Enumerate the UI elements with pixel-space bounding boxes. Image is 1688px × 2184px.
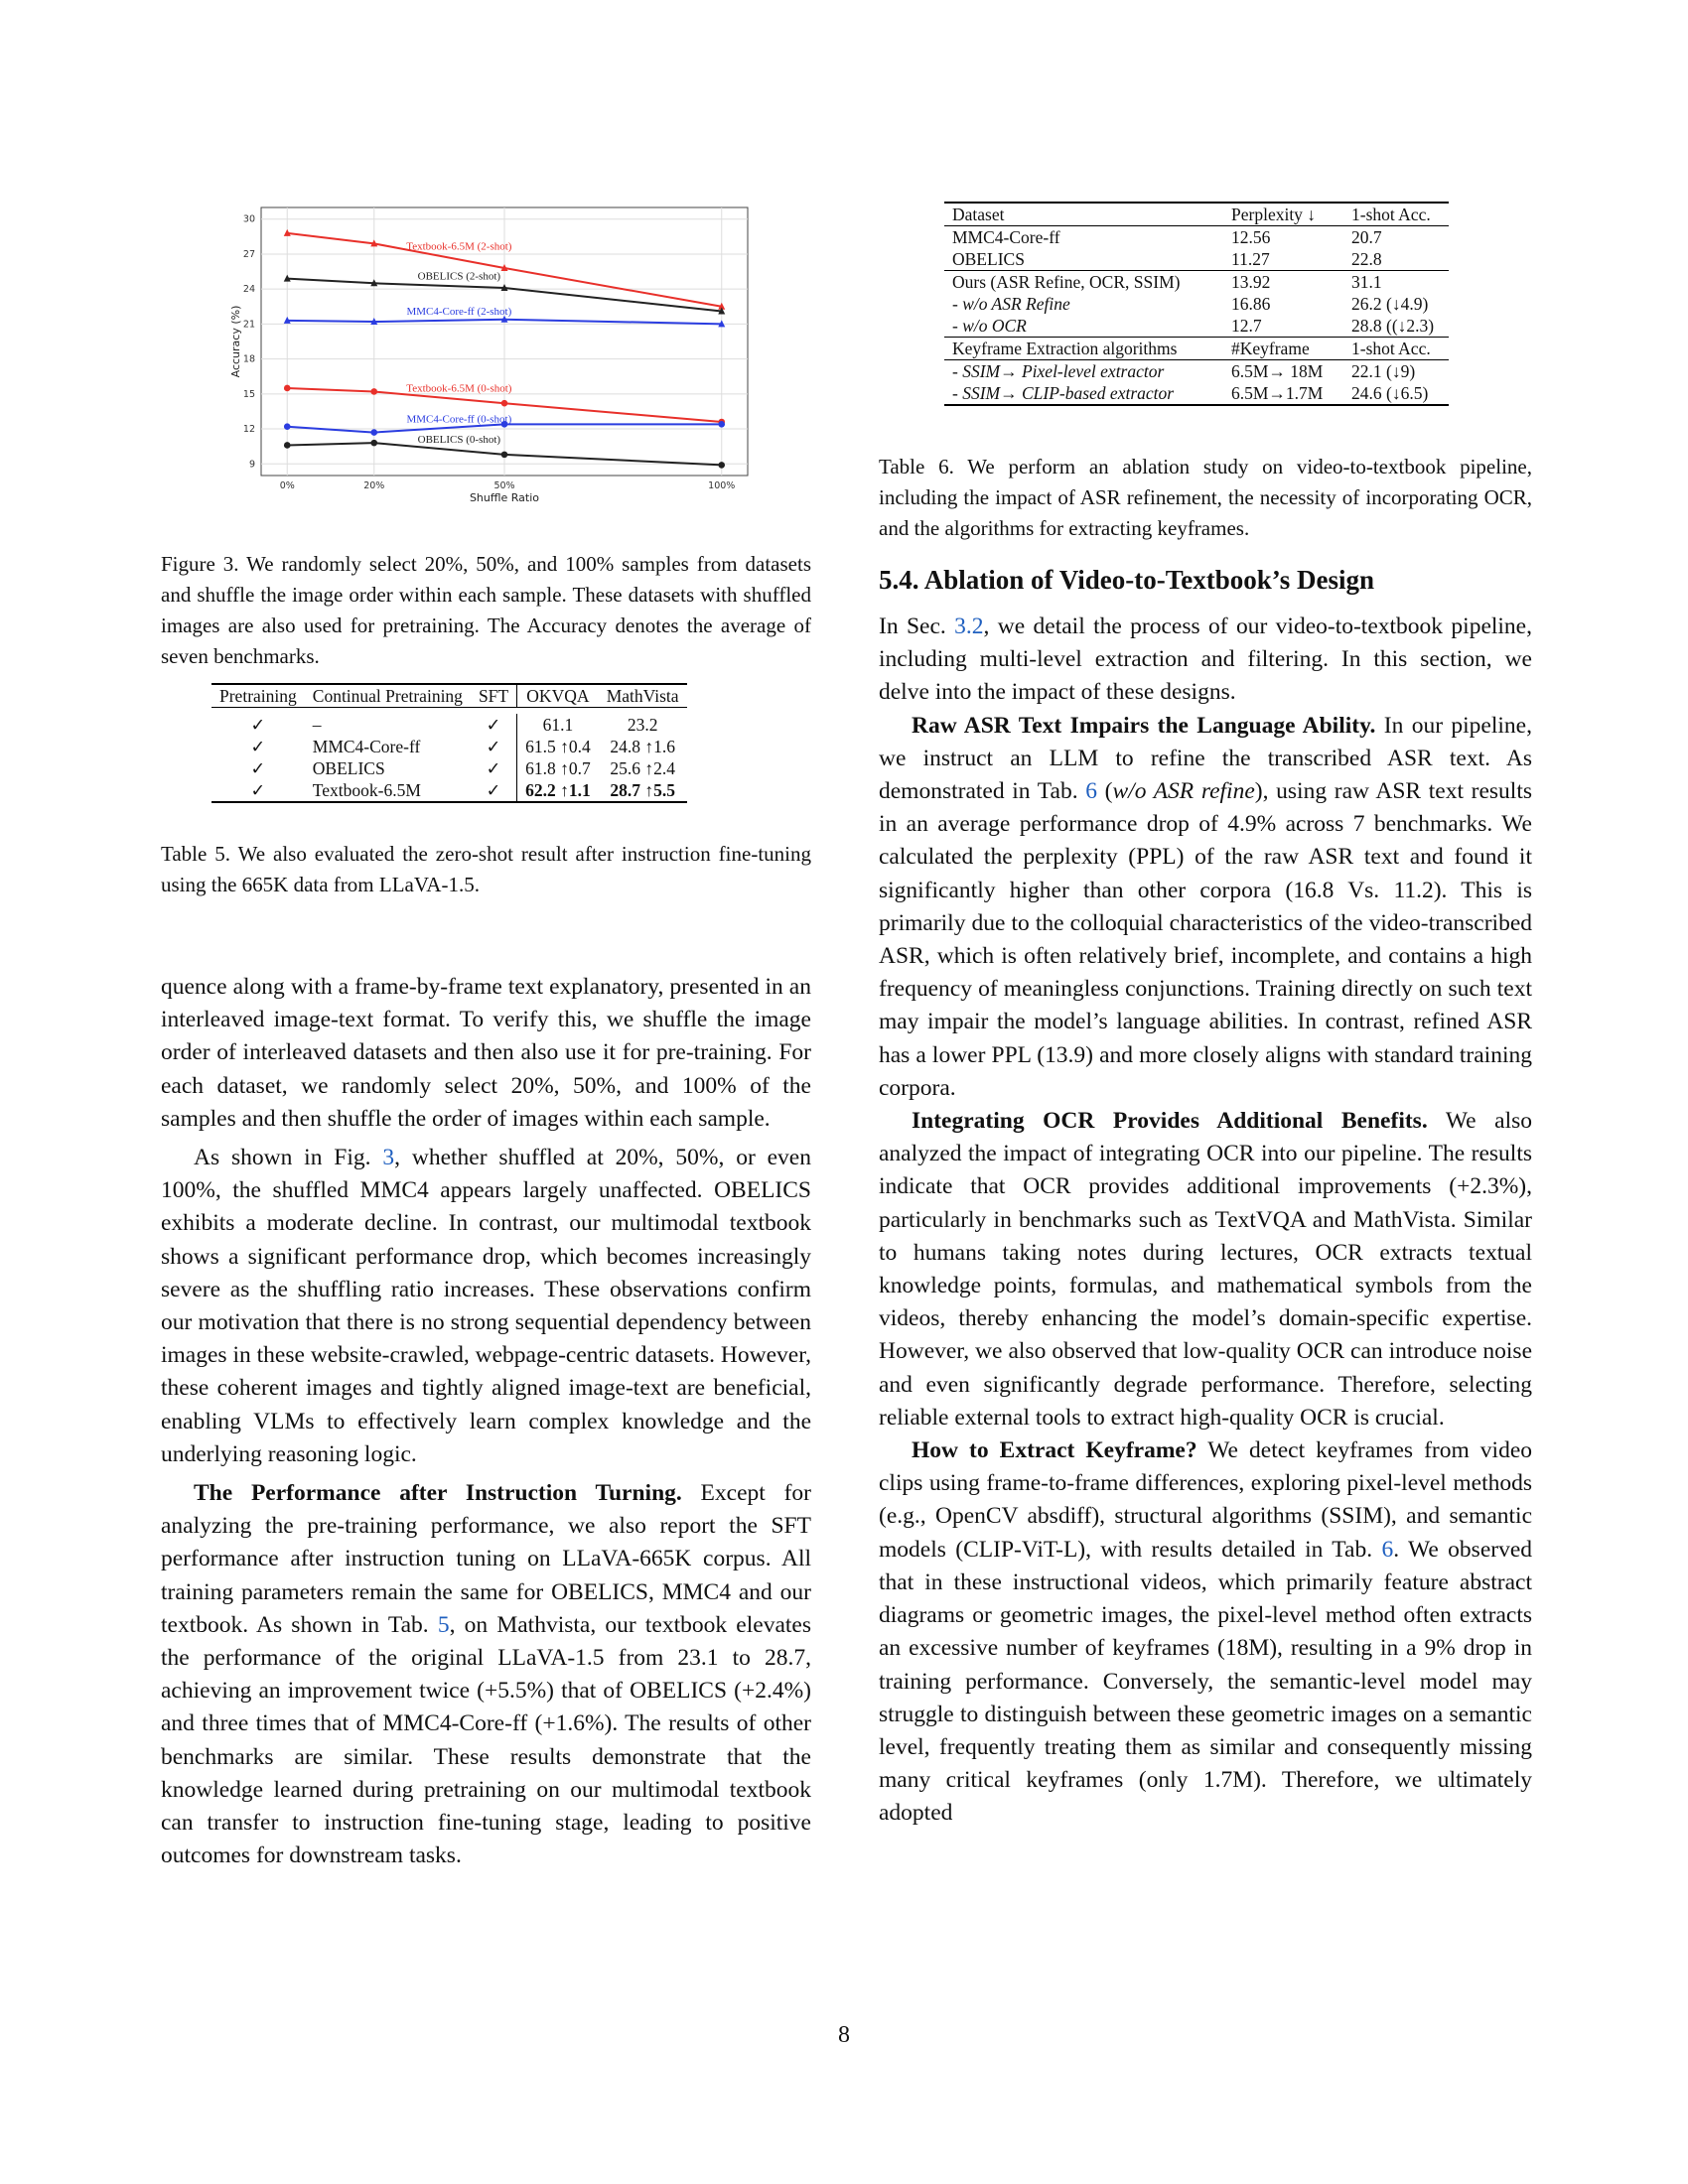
data-point xyxy=(501,400,508,407)
paragraph xyxy=(879,1105,1532,1434)
t5-cell: 24.8 ↑1.6 xyxy=(610,737,675,756)
t6-cell: - SSIM→ CLIP-based extractor xyxy=(952,383,1175,403)
accuracy-vs-shuffle-chart xyxy=(231,204,750,521)
figure-ref-link[interactable]: 3 xyxy=(382,1145,395,1171)
text: , we detail the process of our video-to-textbook pipeline, including multi-level extraction and filtering. In this section, we delve into the impact of these designs. xyxy=(879,614,1532,706)
data-point xyxy=(718,421,725,428)
t5-cell: – xyxy=(312,715,322,735)
t6-header: Dataset xyxy=(952,205,1005,224)
t6-cell: 13.92 xyxy=(1231,272,1271,292)
text: In our pipeline, we instruct an LLM to refine the transcribed ASR text. As demonstrated in Tab. xyxy=(879,712,1532,805)
text: , whether shuffled at 20%, 50%, or even 100%, the shuffled MMC4 appears largely unaffected. OBELICS exhibits a moderate decline. In contrast, our multimodal textbook shows a significant performance drop, which becomes increasingly severe as the shuffling ratio increases. These observations confirm our motivation that there is no strong sequential dependency between images in these website-crawled, webpage-centric datasets. However, these coherent images and tightly aligned image-text are beneficial, enabling VLMs to effectively learn complex knowledge and the underlying reasoning logic. xyxy=(161,1145,811,1467)
figure-3-caption-block xyxy=(161,549,811,672)
t6-cell: 24.6 (↓6.5) xyxy=(1351,383,1429,403)
t5-cell: ✓ xyxy=(250,780,266,800)
y-axis-label: Accuracy (%) xyxy=(229,305,242,378)
t5-cell: 28.7 ↑5.5 xyxy=(610,780,675,800)
y-tick-label: 21 xyxy=(242,319,255,331)
t6-cell: #Keyframe xyxy=(1231,339,1310,358)
data-point xyxy=(501,452,508,459)
text: ), using raw ASR text results in an average performance drop of 4.9% across 7 benchmarks. We calculated the perplexity (PPL) of the raw ASR text and found it significantly higher than other corpora (16.8 Vs. 11.2). This is primarily due to the colloquial characteristics of the video-transcribed ASR, which is often relatively brief, incomplete, and contains a high frequency of meaningless conjunctions. Training directly on such text may impair the model’s language abilities. In contrast, refined ASR has a lower PPL (13.9) and more closely aligns with standard training corpora. xyxy=(879,778,1532,1101)
data-point xyxy=(284,423,291,430)
x-tick-label: 0% xyxy=(279,480,295,491)
series-label: Textbook-6.5M (0-shot) xyxy=(406,382,512,395)
t6-cell: 6.5M→ 18M xyxy=(1231,361,1324,381)
section-ref-link[interactable]: 3.2 xyxy=(954,614,984,639)
t5-cell: MMC4-Core-ff xyxy=(312,737,421,756)
series-label: OBELICS (2-shot) xyxy=(417,270,501,283)
table-5 xyxy=(211,683,687,803)
page-number: 8 xyxy=(838,2022,850,2048)
t6-cell: OBELICS xyxy=(952,249,1025,269)
text: In Sec. xyxy=(879,614,955,639)
t6-cell: 11.27 xyxy=(1231,249,1270,269)
t6-cell: 1-shot Acc. xyxy=(1351,339,1431,358)
t5-cell: ✓ xyxy=(250,715,266,735)
table-5-caption: Table 5. We also evaluated the zero-shot result after instruction fine-tuning using the 665K data from LLaVA-1.5. xyxy=(161,842,811,896)
table-ref-link[interactable]: 6 xyxy=(1381,1536,1394,1563)
table-row xyxy=(944,382,1449,405)
t6-cell: - w/o OCR xyxy=(952,316,1027,336)
t6-cell: 20.7 xyxy=(1351,227,1382,247)
t5-cell: Textbook-6.5M xyxy=(312,780,421,800)
table-row xyxy=(944,360,1449,383)
t5-cell: ✓ xyxy=(471,757,517,779)
t6-cell: 31.1 xyxy=(1351,272,1382,292)
t6-header: Perplexity ↓ xyxy=(1231,205,1317,224)
t5-cell: ✓ xyxy=(250,758,266,778)
t6-cell: - SSIM→ Pixel-level extractor xyxy=(952,361,1165,381)
t5-cell: 61.8 ↑0.7 xyxy=(525,758,591,778)
paragraph-heading: Integrating OCR Provides Additional Benefits. xyxy=(912,1108,1428,1135)
t5-header: SFT xyxy=(471,684,517,708)
text: ( xyxy=(1097,778,1113,805)
data-point xyxy=(718,462,725,469)
table-row xyxy=(944,248,1449,271)
t6-cell: 22.1 (↓9) xyxy=(1351,361,1416,381)
left-body-text xyxy=(161,971,811,1872)
t5-header: OKVQA xyxy=(526,686,590,706)
table-row xyxy=(944,338,1449,360)
y-tick-label: 24 xyxy=(242,284,255,296)
text: . We observed that in these instructional videos, which primarily feature abstract diagrams or geometric images, the pixel-level method often extracts an excessive number of keyframes (18M), resulting in a 9% drop in training performance. Conversely, the semantic-level model may struggle to distinguish between these geometric images on a semantic level, frequently treating them as similar and consequently missing many critical keyframes (only 1.7M). Therefore, we ultimately adopted xyxy=(879,1536,1533,1827)
t6-cell: 22.8 xyxy=(1351,249,1382,269)
t6-cell: 6.5M→1.7M xyxy=(1231,383,1324,403)
table-row xyxy=(211,779,687,802)
table-6-caption-block xyxy=(879,452,1532,544)
paragraph xyxy=(879,1434,1532,1830)
t5-cell: 23.2 xyxy=(627,715,658,735)
figure-3-chart xyxy=(231,204,750,521)
t6-cell: Ours (ASR Refine, OCR, SSIM) xyxy=(952,272,1181,292)
table-6-caption: Table 6. We perform an ablation study on video-to-textbook pipeline, including the impact of ASR refinement, the necessity of incorporating OCR, and the algorithms for extracting keyframes. xyxy=(879,455,1532,540)
x-axis-label: Shuffle Ratio xyxy=(469,491,540,504)
y-tick-label: 15 xyxy=(242,388,255,400)
series-label: MMC4-Core-ff (2-shot) xyxy=(406,305,512,318)
table-5-caption-block xyxy=(161,839,811,900)
table-row xyxy=(944,271,1449,294)
t6-cell: MMC4-Core-ff xyxy=(952,227,1060,247)
series-label: OBELICS (0-shot) xyxy=(417,434,501,446)
data-point xyxy=(370,429,377,436)
y-tick-label: 30 xyxy=(242,213,255,225)
table-ref-link[interactable]: 5 xyxy=(437,1611,450,1638)
t5-cell: ✓ xyxy=(471,714,517,736)
text: As shown in Fig. xyxy=(194,1145,383,1171)
paragraph xyxy=(161,1477,811,1872)
y-tick-label: 12 xyxy=(242,424,255,436)
t5-cell: 62.2 ↑1.1 xyxy=(525,780,591,800)
t6-cell: Keyframe Extraction algorithms xyxy=(952,339,1178,358)
figure-3-caption: Figure 3. We randomly select 20%, 50%, and 100% samples from datasets and shuffle the image order within each sample. These datasets with shuffled images are also used for pretraining. The Accuracy denotes the average of seven benchmarks. xyxy=(161,552,811,668)
text: We detect keyframes from video clips using frame-to-frame differences, exploring pixel-level methods (e.g., OpenCV absdiff), structural algorithms (SSIM), and semantic models (CLIP-ViT-L), with results detailed in Tab. xyxy=(879,1437,1533,1563)
table-row xyxy=(211,714,687,736)
paragraph-heading: The Performance after Instruction Turning. xyxy=(194,1480,682,1507)
table-row xyxy=(944,226,1449,249)
table-row xyxy=(944,293,1449,315)
t6-cell: 26.2 (↓4.9) xyxy=(1351,294,1429,314)
x-tick-label: 100% xyxy=(708,480,736,491)
paragraph xyxy=(161,1142,811,1471)
paragraph xyxy=(879,710,1532,1105)
series-label: MMC4-Core-ff (0-shot) xyxy=(406,413,512,426)
section-heading: 5.4. Ablation of Video-to-Textbook’s Design xyxy=(879,565,1375,595)
t6-cell: 16.86 xyxy=(1231,294,1271,314)
table-6 xyxy=(944,202,1449,406)
series-label: Textbook-6.5M (2-shot) xyxy=(406,240,512,253)
t5-cell: 61.1 xyxy=(542,715,574,735)
y-tick-label: 18 xyxy=(242,353,255,365)
data-point xyxy=(284,385,291,392)
table-ref-link[interactable]: 6 xyxy=(1085,778,1097,805)
data-point xyxy=(370,388,377,395)
t5-cell: ✓ xyxy=(250,737,266,756)
table-row xyxy=(211,736,687,757)
t6-cell: 28.8 ((↓2.3) xyxy=(1351,316,1435,336)
table-row xyxy=(944,315,1449,338)
y-tick-label: 9 xyxy=(248,459,255,471)
data-point xyxy=(370,440,377,447)
y-tick-label: 27 xyxy=(242,248,255,260)
paragraph-heading: How to Extract Keyframe? xyxy=(912,1437,1197,1464)
text-italic: w/o ASR refine xyxy=(1112,778,1255,805)
table-row xyxy=(211,757,687,779)
t6-cell: - w/o ASR Refine xyxy=(952,294,1070,314)
paragraph: quence along with a frame-by-frame text explanatory, presented in an interleaved image-text format. To verify this, we shuffle the image order of interleaved datasets and then also use it for pre-training. For each dataset, we randomly select 20%, 50%, and 100% of the samples and then shuffle the order of images within each sample. xyxy=(161,974,811,1132)
t5-cell: ✓ xyxy=(471,736,517,757)
t6-cell: 12.7 xyxy=(1231,316,1262,336)
text: We also analyzed the impact of integrating OCR into our pipeline. The results indicate that OCR provides additional improvements (+2.3%), particularly in benchmarks such as TextVQA and MathVista. Similar to humans taking notes during lectures, OCR extracts textual knowledge points, formulas, and mathematical symbols from the videos, thereby enhancing the model’s domain-specific expertise. However, we also observed that low-quality OCR can introduce noise and even significantly degrade performance. Therefore, selecting reliable external tools to extract high-quality OCR is crucial. xyxy=(879,1108,1532,1431)
right-body-text xyxy=(879,563,1532,1831)
t6-header: 1-shot Acc. xyxy=(1351,205,1431,224)
x-tick-label: 50% xyxy=(493,480,515,491)
x-tick-label: 20% xyxy=(363,480,385,491)
paragraph xyxy=(879,611,1532,710)
t5-cell: OBELICS xyxy=(312,758,385,778)
t5-header: Pretraining xyxy=(219,686,297,706)
text: Except for analyzing the pre-training performance, we also report the SFT performance after instruction tuning on LLaVA-665K corpus. All training parameters remain the same for OBELICS, MMC4 and our textbook. As shown in Tab. xyxy=(161,1480,811,1638)
paragraph-heading: Raw ASR Text Impairs the Language Ability. xyxy=(912,712,1376,739)
t5-cell: ✓ xyxy=(471,779,517,802)
t5-header: Continual Pretraining xyxy=(312,686,463,706)
data-point xyxy=(284,442,291,449)
text: , on Mathvista, our textbook elevates the performance of the original LLaVA-1.5 from 23.1 to 28.7, achieving an improvement twice (+5.5%) that of OBELICS (+2.4%) and three times that of MMC4-Core-ff (+1.6%). The results of other benchmarks are similar. These results demonstrate that the knowledge learned during pretraining on our multimodal textbook can transfer to instruction fine-tuning stage, leading to positive outcomes for downstream tasks. xyxy=(161,1611,811,1869)
t5-cell: 25.6 ↑2.4 xyxy=(610,758,675,778)
t6-cell: 12.56 xyxy=(1231,227,1271,247)
t5-header: MathVista xyxy=(606,686,679,706)
t5-cell: 61.5 ↑0.4 xyxy=(525,737,591,756)
